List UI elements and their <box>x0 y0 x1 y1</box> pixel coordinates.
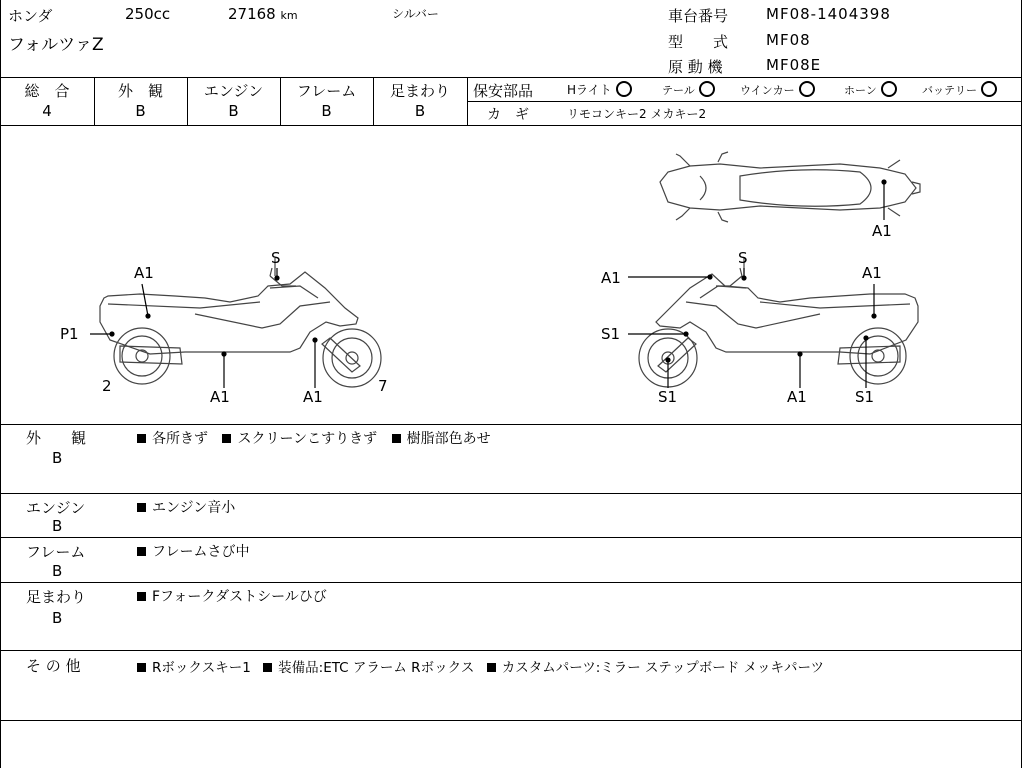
type-label: 型 式 <box>668 33 729 51</box>
mark-code: A1 <box>862 264 882 282</box>
grade-frame-label: フレーム <box>296 82 357 100</box>
note-items-exterior: 各所きず スクリーンこすりきず 樹脂部色あせ <box>137 428 491 448</box>
note-label-exterior: 外 観 <box>26 429 87 447</box>
safety-label: 保安部品 <box>473 82 534 100</box>
safety-item-battery: バッテリー <box>922 81 997 98</box>
bullet-square-icon <box>137 663 146 672</box>
bullet-square-icon <box>263 663 272 672</box>
frame-no: MF08-1404398 <box>766 5 891 23</box>
mark-code: S1 <box>658 388 678 406</box>
mark-code: P1 <box>60 325 79 343</box>
grade-sep <box>467 77 468 125</box>
safety-item-horn: ホーン <box>844 81 897 98</box>
ok-circle-icon <box>981 81 997 97</box>
mark-code: 2 <box>102 377 112 395</box>
safety-item-winker: ウインカー <box>740 81 815 98</box>
safety-item-tail: テール <box>662 81 715 98</box>
bullet-square-icon <box>137 434 146 443</box>
diagram-divider <box>0 424 1022 425</box>
mark-code: A1 <box>134 264 154 282</box>
keys-value: リモコンキー2 メカキー2 <box>567 107 707 121</box>
note-label-frame: フレーム <box>26 543 86 561</box>
mark-code: A1 <box>210 388 230 406</box>
grade-frame-value: B <box>321 102 332 120</box>
engine-label: 原 動 機 <box>668 58 723 76</box>
notes-divider-5 <box>0 720 1022 721</box>
note-items-suspension: Fフォークダストシールひび <box>137 586 327 606</box>
mark-code: 7 <box>378 377 388 395</box>
mileage: 27168 km <box>228 5 298 23</box>
keys-label: カ ギ <box>487 107 529 123</box>
bullet-square-icon <box>392 434 401 443</box>
model-name: フォルツァZ <box>8 35 104 55</box>
maker: ホンダ <box>8 7 53 25</box>
grade-exterior-value: B <box>135 102 146 120</box>
mark-code: S <box>271 249 281 267</box>
grade-engine-value: B <box>228 102 239 120</box>
note-grade-frame: B <box>52 562 63 580</box>
mark-code: A1 <box>787 388 807 406</box>
note-items-frame: フレームさび中 <box>137 541 249 561</box>
note-grade-suspension: B <box>52 609 63 627</box>
grade-engine-label: エンジン <box>203 82 264 100</box>
ok-circle-icon <box>799 81 815 97</box>
mark-code: S <box>738 249 748 267</box>
mark-code: S1 <box>601 325 621 343</box>
note-label-engine: エンジン <box>26 499 86 517</box>
engine-value: MF08E <box>766 56 822 74</box>
header-divider <box>0 77 1022 78</box>
notes-divider-2 <box>0 537 1022 538</box>
bullet-square-icon <box>222 434 231 443</box>
bullet-square-icon <box>137 547 146 556</box>
note-items-other: Rボックスキー1 装備品:ETC アラーム Rボックス カスタムパーツ:ミラー ステップボード メッキパーツ <box>137 656 824 676</box>
note-items-engine: エンジン音小 <box>137 497 235 517</box>
notes-divider-3 <box>0 582 1022 583</box>
frame-no-label: 車台番号 <box>668 7 729 25</box>
mark-code: A1 <box>303 388 323 406</box>
bullet-square-icon <box>137 503 146 512</box>
ok-circle-icon <box>881 81 897 97</box>
mark-code: A1 <box>872 222 892 240</box>
color: シルバー <box>392 7 439 21</box>
safety-item-headlight: Hライト <box>567 81 632 98</box>
bullet-square-icon <box>137 592 146 601</box>
ok-circle-icon <box>616 81 632 97</box>
grade-suspension-value: B <box>414 102 426 120</box>
grade-suspension-label: 足まわり <box>389 82 450 100</box>
displacement: 250cc <box>125 5 171 23</box>
mark-code: A1 <box>601 269 621 287</box>
note-grade-engine: B <box>52 517 63 535</box>
grade-exterior-label: 外 観 <box>117 82 163 100</box>
notes-divider-4 <box>0 650 1022 651</box>
type-value: MF08 <box>766 31 811 49</box>
notes-divider-1 <box>0 493 1022 494</box>
safety-divider <box>467 101 1022 102</box>
note-label-suspension: 足まわり <box>26 588 87 606</box>
grade-overall-value: 4 <box>42 102 52 120</box>
bullet-square-icon <box>487 663 496 672</box>
damage-diagram <box>0 126 1022 424</box>
scooter-top-view <box>660 152 920 222</box>
ok-circle-icon <box>699 81 715 97</box>
note-grade-exterior: B <box>52 449 63 467</box>
note-label-other: そ の 他 <box>26 657 81 675</box>
grade-overall-label: 総 合 <box>24 82 70 100</box>
mark-code: S1 <box>855 388 875 406</box>
